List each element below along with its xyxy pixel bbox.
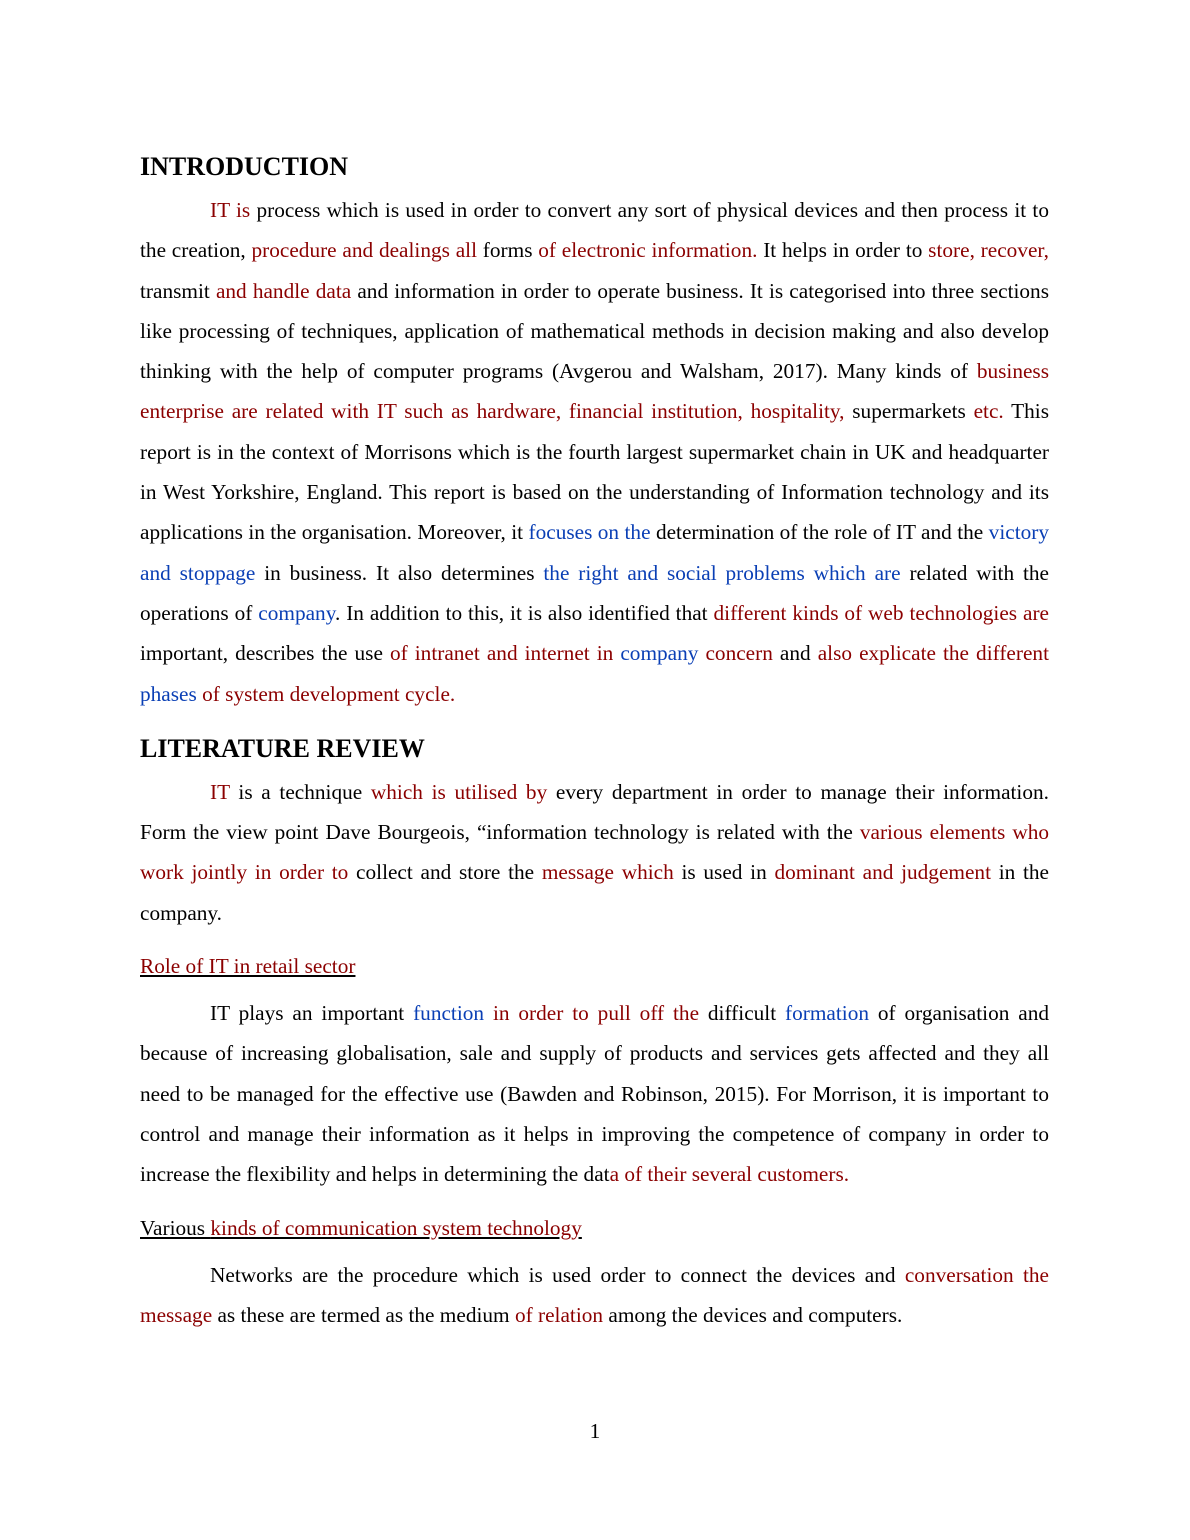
text-run: phases xyxy=(140,681,197,706)
subheading-communication-technology xyxy=(140,1215,1049,1241)
text-run: also explicate the different xyxy=(817,641,1049,666)
text-run: concern xyxy=(705,641,773,666)
text-run: supermarkets xyxy=(844,399,974,424)
communication-paragraph xyxy=(140,1255,1049,1336)
literature-paragraph xyxy=(140,772,1049,933)
text-run: process which is used in order to convert any sort of physical devices and then process it to the creation, xyxy=(140,198,1049,263)
text-run: and xyxy=(772,641,818,666)
text-run: the right and social problems which are xyxy=(543,560,901,585)
text-run: in order to pull off the xyxy=(492,1001,700,1026)
text-run: transmit xyxy=(140,278,216,303)
document-page xyxy=(140,150,1049,1335)
text-run: . In addition to this, it is also identified that xyxy=(334,600,714,625)
text-run: kinds of communication system technology xyxy=(210,1215,582,1240)
text-run xyxy=(484,1001,493,1025)
text-run: procedure and dealings all xyxy=(251,238,478,263)
text-run: is used in xyxy=(673,860,775,885)
text-run: as these are termed as the medium xyxy=(212,1302,515,1327)
text-run: determination of the role of IT and the xyxy=(650,520,989,545)
text-run: important, describes the use xyxy=(140,641,390,666)
text-run: of electronic information. xyxy=(538,238,758,263)
subheading-role-of-it xyxy=(140,953,1049,979)
text-run: collect and store the xyxy=(348,860,542,885)
text-run: in the company. xyxy=(140,860,1050,925)
introduction-paragraph xyxy=(140,190,1049,714)
text-run: It helps in order to xyxy=(757,238,929,263)
text-run: forms xyxy=(477,238,539,263)
text-run: a of their several customers. xyxy=(609,1162,850,1187)
text-run: and information in order to operate business. It is categorised into three sections like processing of techniques, application of mathematical methods in decision making and also develop thinking with the help of computer programs (Avgerou and Walsham, 2017). Many kinds of xyxy=(140,278,1049,384)
text-run: business enterprise are related with IT such as hardware, financial institution, hospitality, xyxy=(140,359,1049,424)
text-run: of system development cycle. xyxy=(202,681,456,706)
page-number: 1 xyxy=(589,1419,601,1443)
role-paragraph xyxy=(140,993,1049,1194)
text-run: among the devices and computers. xyxy=(603,1302,903,1327)
text-run: difficult xyxy=(699,1001,786,1026)
text-run: in business. It also determines xyxy=(255,560,544,585)
text-run: and handle data xyxy=(215,278,352,303)
text-run: company xyxy=(258,600,335,625)
text-run: etc. xyxy=(973,399,1004,424)
text-run: formation xyxy=(785,1001,869,1026)
text-run: of relation xyxy=(514,1302,604,1327)
text-run: Role of IT in retail sector xyxy=(140,954,356,979)
text-run: which is utilised by xyxy=(370,779,548,804)
text-run: Networks are the procedure which is used order to connect the devices and xyxy=(210,1262,905,1287)
text-run: IT is xyxy=(210,198,251,222)
text-run: various elements who work jointly in order to xyxy=(140,820,1049,885)
text-run: of organisation and because of increasing globalisation, sale and supply of products and services gets affected and they all need to be managed for the effective use (Bawden and Robinson, 2015). For Morrison, it is important to control and manage their information as it helps in improving the competence of company in order to increase the flexibility and helps in determining the dat xyxy=(140,1001,1050,1187)
text-run: IT plays an important xyxy=(210,1001,414,1026)
text-run: store, recover, xyxy=(928,238,1049,263)
text-run: different kinds of web technologies are xyxy=(713,600,1049,625)
text-run: company xyxy=(620,641,699,666)
text-run: victory and stoppage xyxy=(140,520,1049,585)
text-run: IT xyxy=(210,779,230,804)
heading-literature-review: LITERATURE REVIEW xyxy=(140,733,425,763)
text-run: every department in order to manage their information. Form the view point Dave Bourgeois, “information technology is related with the xyxy=(140,779,1049,845)
text-run: focuses on the xyxy=(528,520,651,545)
heading-introduction: INTRODUCTION xyxy=(140,152,349,181)
text-run: of intranet and internet in xyxy=(389,641,614,666)
text-run: This report is in the context of Morrisons which is the fourth largest supermarket chain in UK and headquarter in West Yorkshire, England. This report is based on the understanding of Information technology and its applications in the organisation. Moreover, it xyxy=(140,399,1049,545)
text-run: message which xyxy=(541,860,674,885)
text-run: Various xyxy=(140,1215,211,1240)
text-run: related with the operations of xyxy=(140,560,1050,625)
text-run: conversation the message xyxy=(140,1262,1050,1327)
text-run: is a technique xyxy=(229,779,371,804)
text-run: function xyxy=(413,1001,485,1026)
text-run: dominant and judgement xyxy=(774,860,991,885)
